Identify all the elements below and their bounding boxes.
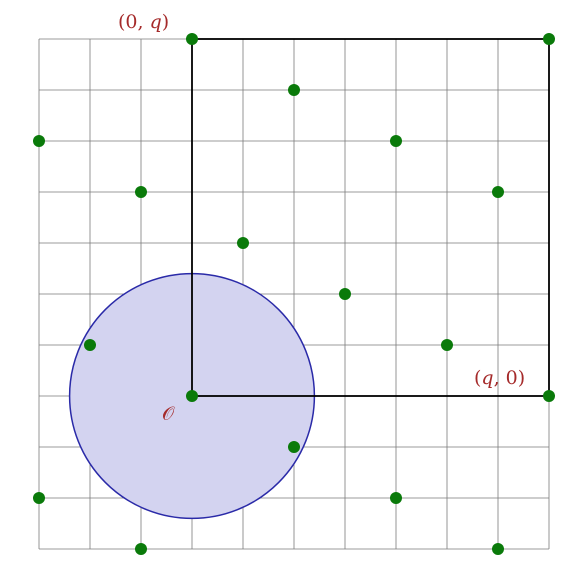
lattice-point <box>288 84 300 96</box>
lattice-point <box>288 441 300 453</box>
lattice-point <box>441 339 453 351</box>
label-origin: 𝒪 <box>162 403 174 425</box>
label-top-left-corner: (0, q) <box>118 11 170 33</box>
label-right-corner: (q, 0) <box>474 367 526 389</box>
lattice-point <box>543 33 555 45</box>
lattice-point <box>492 543 504 555</box>
lattice-point <box>33 492 45 504</box>
lattice-point <box>390 492 402 504</box>
lattice-point <box>186 390 198 402</box>
lattice-point <box>84 339 96 351</box>
lattice-point <box>186 33 198 45</box>
lattice-point <box>543 390 555 402</box>
lattice-point <box>339 288 351 300</box>
lattice-point <box>135 186 147 198</box>
lattice-point <box>33 135 45 147</box>
lattice-point <box>135 543 147 555</box>
lattice-point <box>390 135 402 147</box>
lattice-point <box>492 186 504 198</box>
lattice-point <box>237 237 249 249</box>
